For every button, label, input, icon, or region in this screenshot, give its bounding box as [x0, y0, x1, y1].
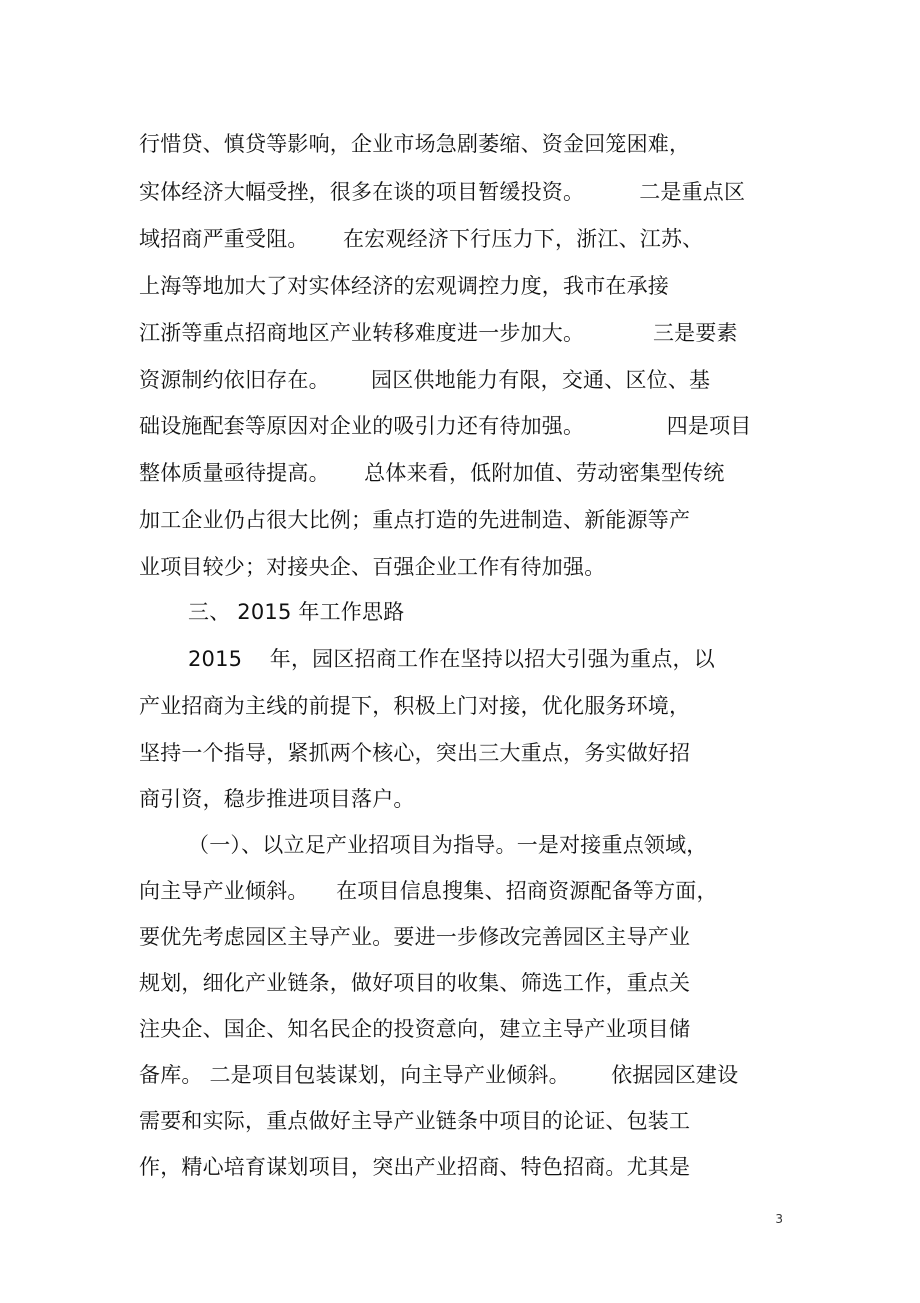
text-line: 要优先考虑园区主导产业。要进一步修改完善园区主导产业 [139, 925, 691, 949]
text-line: 业项目较少；对接央企、百强企业工作有待加强。 [139, 555, 606, 579]
text-line: 上海等地加大了对实体经济的宏观调控力度，我市在承接 [139, 274, 669, 298]
section-heading: 三、 2015 年工作思路 [188, 600, 405, 624]
text-line: 实体经济大幅受挫，很多在谈的项目暂缓投资。 二是重点区 [139, 180, 746, 204]
text-line: 向主导产业倾斜。 在项目信息搜集、招商资源配备等方面， [139, 879, 718, 903]
text-line: 域招商严重受阻。 在宏观经济下行压力下，浙江、江苏、 [139, 227, 704, 251]
text-line: 规划，细化产业链条，做好项目的收集、筛选工作，重点关 [139, 971, 691, 995]
text-line: 整体质量亟待提高。 总体来看，低附加值、劳动密集型传统 [139, 461, 725, 485]
subsection-line: （一）、以立足产业招项目为指导。一是对接重点领域， [188, 833, 708, 857]
page-number: 3 [775, 1212, 783, 1226]
text-line: 作，精心培育谋划项目，突出产业招商、特色招商。尤其是 [139, 1155, 691, 1179]
text-line: 础设施配套等原因对企业的吸引力还有待加强。 四是项目 [139, 414, 752, 438]
text-line: 江浙等重点招商地区产业转移难度进一步加大。 三是要素 [139, 321, 738, 345]
text-line: 2015 年，园区招商工作在坚持以招大引强为重点，以 [188, 647, 715, 671]
text-line: 行惜贷、慎贷等影响，企业市场急剧萎缩、资金回笼困难， [139, 132, 691, 156]
text-line: 加工企业仍占很大比例；重点打造的先进制造、新能源等产 [139, 508, 691, 532]
text-line: 需要和实际，重点做好主导产业链条中项目的论证、包装工 [139, 1109, 691, 1133]
text-line: 备库。 二是项目包装谋划，向主导产业倾斜。 依据园区建设 [139, 1063, 739, 1087]
text-line: 坚持一个指导，紧抓两个核心，突出三大重点，务实做好招 [139, 741, 691, 765]
text-line: 产业招商为主线的前提下，积极上门对接，优化服务环境， [139, 694, 691, 718]
text-line: 资源制约依旧存在。 园区供地能力有限，交通、区位、基 [139, 368, 711, 392]
text-line: 注央企、国企、知名民企的投资意向，建立主导产业项目储 [139, 1017, 691, 1041]
text-line: 商引资，稳步推进项目落户。 [139, 787, 415, 811]
